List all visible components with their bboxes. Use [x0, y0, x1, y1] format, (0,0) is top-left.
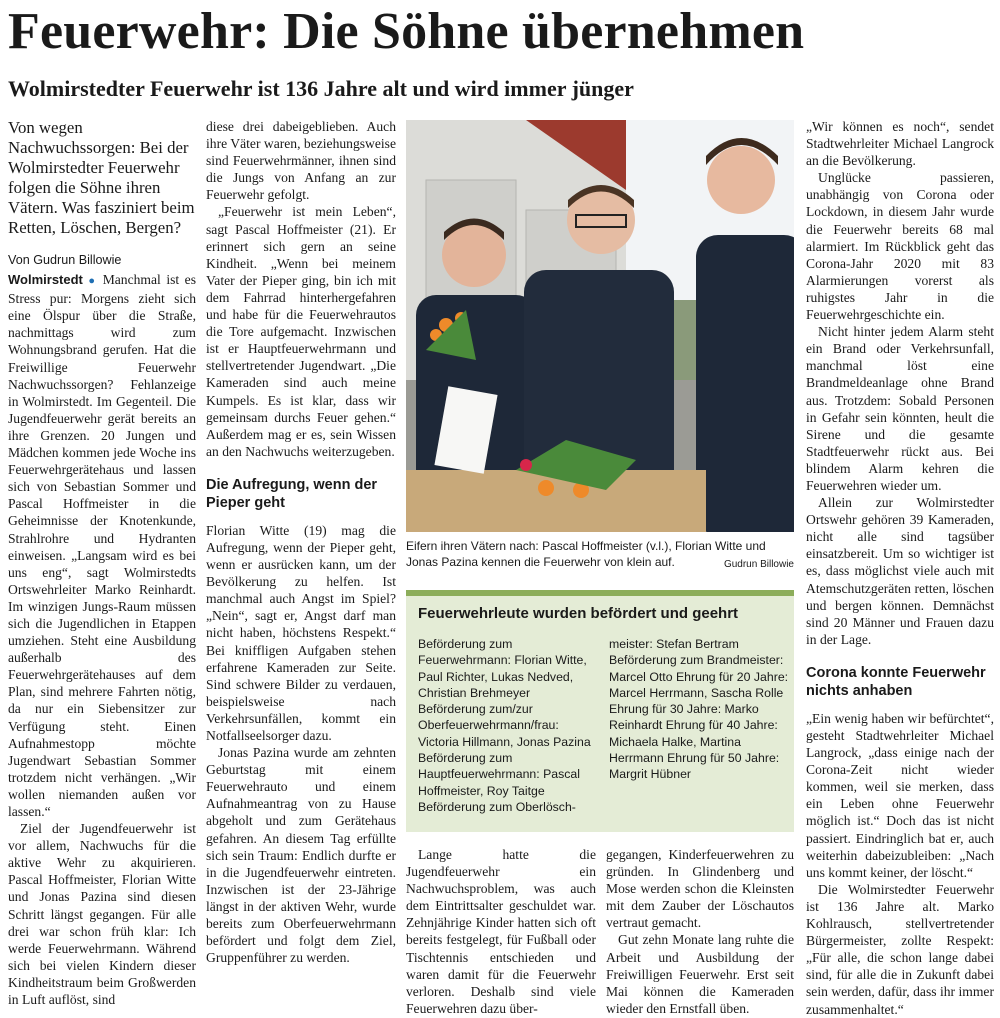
paragraph: „Ein wenig haben wir befürchtet“, gesteht Stadtwehrleiter Michael Langrock, „dass einige nach der Corona-Zeit nicht wieder kommen, weil sie merken, dass ein Leben ohne Feuerwehr möglich ist.“ Doch das ist nicht passiert. Eindringlich bat er, auch weiterhin dabeizubleiben: „Nach uns kommt keiner, der löscht.“	[806, 710, 994, 880]
column-2	[206, 118, 396, 966]
article-photo	[406, 120, 794, 532]
firefighters-photo-illustration	[406, 120, 794, 532]
paragraph: Nicht hinter jedem Alarm steht ein Brand oder Verkehrsunfall, manchmal löst eine Brandmeldeanlage ohne Brand aus. Trotzdem: Sobald Personen in Gefahr sein könnten, heult die Sirene und die gesamte Stadtfeuerwehr rückt aus. Bei blindem Alarm kehren die Feuerwehren wieder um.	[806, 324, 994, 493]
bottom-column-left	[406, 846, 596, 1017]
paragraph	[8, 271, 196, 820]
paragraph-text: Manchmal ist es Stress pur: Morgens zieht sich eine Ölspur über die Straße, nachmittags wird zum Wohnungsbrand gerufen. Hat die Freiwillige Feuerwehr Nachwuchssorgen? Fehlanzeige in Wolmirstedt. Im Gegenteil. Die Jugendfeuerwehr gerät bereits an ihre Grenzen. 20 Jungen und Mädchen kommen jede Woche ins Feuerwehrgerätehaus und lassen sich von Sebastian Sommer und Pascal Hoffmeister in die Geheimnisse der Knotenkunde, Strahlrohre und Hydranten einweisen. „Langsam wird es bei uns eng“, sagt Wolmirstedts Ortswehrleiter Marko Reinhardt. Im winzigen Jungs-Raum müssen sich die Jugendlichen in Etappen umziehen. Steht eine Ausbildung außerhalb des Feuerwehrgerätehauses auf dem Plan, sind mehrere Fahrten nötig, da nur ein Siebensitzer zur Verfügung steht. Einen Aufnahmestopp möchte Jugendwart Sebastian Sommer trotzdem nicht verhängen. „Wir wollen niemanden außen vor lassen.“	[8, 272, 196, 819]
column-1	[8, 118, 196, 1008]
paragraph: Florian Witte (19) mag die Aufregung, wenn der Pieper geht, wenn er ausrücken kann, um der Bevölkerung zu helfen. Ist manchmal auch Angst im Spiel? „Nein“, sagt er, Angst darf man nicht haben, höchstens Respekt.“ Bei kniffligen Aufgaben stehen erfahrene Kameraden zur Seite. Sind schwere Bilder zu verdauen, beispielsweise nach Verkehrsunfällen, kommt ein Notfallseelsorger dazu.	[206, 522, 396, 743]
place-name: Wolmirstedt	[8, 272, 83, 288]
info-box-title: Feuerwehrleute wurden befördert und geehrt	[418, 605, 739, 622]
bullet-icon: ●	[88, 275, 98, 288]
paragraph: gegangen, Kinderfeuerwehren zu gründen. In Glindenberg und Mose werden schon die Kleinsten mit dem Zauber der Löschautos vertraut gemacht.	[606, 847, 794, 931]
paragraph: Unglücke passieren, unabhängig von Corona oder Lockdown, in diesem Jahr wurde die Feuerwehr bereits 68 mal alarmiert. Im Rückblick geht das Corona-Jahr 2020 mit 83 Alarmierungen vorerst als ruhigstes Jahr in die Feuerwehrgeschichte ein.	[806, 170, 994, 323]
paragraph: „Wir können es noch“, sendet Stadtwehrleiter Michael Langrock an die Bevölkerung.	[806, 119, 994, 169]
info-box	[406, 590, 794, 832]
paragraph: Allein zur Wolmirstedter Ortswehr gehören 39 Kameraden, nicht alle sind tagsüber einsatzbereit. Um so wichtiger ist es, dass möglichst viele auch mit Atemschutzgeräten retten, löschen und bergen können. Demnächst sind 20 Männer und Frauen dazu in der Lage.	[806, 495, 994, 647]
column-4	[806, 118, 994, 1018]
paragraph: Ziel der Jugendfeuerwehr ist vor allem, Nachwuchs für die aktive Wehr zu akquirieren. Pascal Hoffmeister, Florian Witte und Jonas Pazina sind diesen Schritt längst gegangen. Für alle drei war schon früh klar: Ich werde Feuerwehrmann. Während sich bei vielen Kindern dieser Kindheitstraum beim Großwerden in Luft auflöst, sind	[8, 821, 196, 1008]
bottom-column-right	[606, 846, 794, 1017]
teaser: Von wegen Nachwuchssorgen: Bei der Wolmirstedter Feuerwehr folgen die Söhne ihren Vätern. Was fasziniert beim Retten, Löschen, Bergen?	[8, 118, 195, 237]
photo-credit: Gudrun Billowie	[723, 559, 794, 570]
photo-caption	[406, 538, 794, 573]
firefighter-right	[696, 235, 794, 532]
paragraph: Die Wolmirstedter Feuerwehr ist 136 Jahre alt. Marko Kohlrausch, stellvertretender Bürgermeister, zollte Respekt: „Für alle, die schon lange dabei sind, für alle die in Zukunft dabei sein werden, dafür, dass ihr immer zusammenhaltet.“	[806, 881, 994, 1017]
paragraph: diese drei dabeigeblieben. Auch ihre Väter waren, beziehungsweise sind Feuerwehrmänner, ihnen sind die Jungs von Anfang an zur Feuerwehr gefolgt.	[206, 119, 396, 203]
subheadline: Wolmirstedter Feuerwehr ist 136 Jahre alt und wird immer jünger	[8, 76, 634, 101]
info-box-columns	[418, 636, 790, 815]
info-box-right: meister: Stefan Bertram Beförderung zum Brandmeister: Marcel Otto Ehrung für 20 Jahre: Marcel Herrmann, Sascha Rolle Ehrung für 30 Jahre: Marko Reinhardt Ehrung für 40 Jahre: Michaela Halke, Martina Herrmann Ehrung für 50 Jahre: Margrit Hübner	[609, 637, 789, 782]
caption-text: Eifern ihren Vätern nach: Pascal Hoffmeister (v.l.), Florian Witte und Jonas Pazina kennen die Feuerwehr von klein auf.	[406, 539, 766, 569]
headline: Feuerwehr: Die Söhne übernehmen	[8, 3, 805, 60]
section-subtitle: Die Aufregung, wenn der Pieper geht	[206, 476, 378, 511]
paragraph: „Feuerwehr ist mein Leben“, sagt Pascal Hoffmeister (21). Er erinnert sich gern an seine Kindheit. „Wenn bei meinem Vater der Pieper ging, bin ich mit dem Fahrrad hinterhergefahren und habe für die Feuerwehrautos die Tore aufgemacht. Inzwischen ist er Hauptfeuerwehrmann und stellvertretender Jugendwart. „Die Kameraden sind auch meine Kumpels. Es ist klar, dass wir gemeinsam durchs Feuer gehen.“ Außerdem mag er es, sein Wissen an den Nachwuchs weiterzugeben.	[206, 204, 396, 459]
info-box-left: Beförderung zum Feuerwehrmann: Florian Witte, Paul Richter, Lukas Nedved, Christian Brehmeyer Beförderung zum/zur Oberfeuerwehrmann/frau: Victoria Hillmann, Jonas Pazina Beförderung zum Hauptfeuerwehrmann: Pascal Hoffmeister, Roy Taitge Beförderung zum Oberlösch-	[418, 637, 591, 814]
paragraph: Jonas Pazina wurde am zehnten Geburtstag mit einem Feuerwehrauto und einem Aufnahmeantrag von zu Hause abgeholt und zum Gerätehaus gefahren. An diesem Tag erfüllte sich sein Traum: Endlich durfte er in die Jugendfeuerwehr eintreten. Inzwischen ist der 23-Jährige längst in der aktiven Wehr, wurde bereits zum Oberfeuerwehrmann befördert und folgt dem Ziel, Gruppenführer zu werden.	[206, 745, 396, 966]
paragraph: Lange hatte die Jugendfeuerwehr ein Nachwuchsproblem, was auch dem Eintrittsalter geschuldet war. Zehnjährige Kinder hatten sich oft bereits festgelegt, für Fußball oder Tischtennis entschieden und waren damit für die Feuerwehr verloren. Deshalb sind viele Feuerwehren dazu über-	[406, 847, 596, 1016]
byline: Von Gudrun Billowie	[8, 253, 122, 267]
section-subtitle: Corona konnte Feuerwehr nichts anhaben	[806, 664, 986, 699]
paragraph: Gut zehn Monate lang ruhte die Arbeit und Ausbildung der Freiwilligen Feuerwehr. Erst seit Mai können die Kameraden wieder den Ernstfall üben.	[606, 932, 794, 1016]
